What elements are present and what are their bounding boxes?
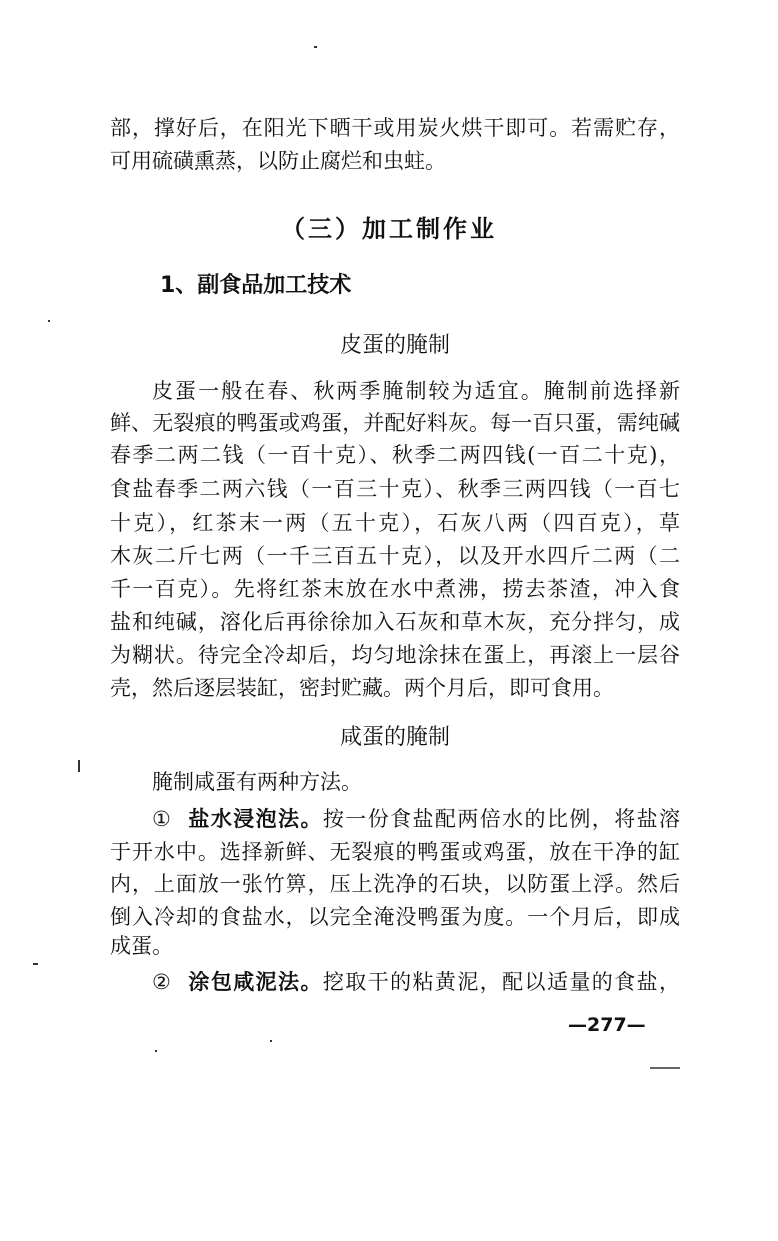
paragraph-line: 十克），红茶末一两（五十克），石灰八两（四百克），草 (110, 511, 680, 535)
paragraph-line: 可用硫磺熏蒸，以防止腐烂和虫蛀。 (110, 149, 446, 173)
method-text: 按一份食盐配两倍水的比例，将盐溶 (322, 807, 680, 831)
method-marker: ② (152, 970, 173, 994)
scan-speck (155, 1050, 157, 1052)
paragraph-line: 壳，然后逐层装缸，密封贮藏。两个月后，即可食用。 (110, 676, 614, 700)
scan-speck (270, 1040, 272, 1042)
section-title: （三）加工制作业 (281, 215, 497, 243)
paragraph-line: 千一百克）。先将红茶末放在水中煮沸，捞去茶渣，冲入食 (110, 577, 680, 601)
paragraph-line: 部，撑好后，在阳光下晒干或用炭火烘干即可。若需贮存， (110, 116, 680, 140)
item-title-pidan: 皮蛋的腌制 (339, 333, 450, 358)
paragraph-line: 盐和纯碱，溶化后再徐徐加入石灰和草木灰，充分拌匀，成 (110, 610, 680, 634)
paragraph-line: 倒入冷却的食盐水，以完全淹没鸭蛋为度。一个月后，即成 (110, 905, 680, 929)
item-title-xiandan: 咸蛋的腌制 (339, 725, 450, 750)
scan-speck (48, 320, 50, 322)
paragraph-line: 春季二两二钱（一百十克）、秋季二两四钱(一百二十克)， (110, 443, 680, 467)
method-line (152, 966, 680, 998)
method-line (152, 803, 680, 835)
paragraph-line: 食盐春季二两六钱（一百三十克）、秋季三两四钱（一百七 (110, 477, 680, 501)
paragraph-line: 腌制咸蛋有两种方法。 (152, 770, 362, 794)
paragraph-line: 皮蛋一般在春、秋两季腌制较为适宜。腌制前选择新 (152, 379, 680, 403)
scan-speck (33, 963, 38, 965)
paragraph-line: 成蛋。 (110, 934, 173, 958)
paragraph-line: 于开水中。选择新鲜、无裂痕的鸭蛋或鸡蛋，放在干净的缸 (110, 840, 680, 864)
paragraph-line: 木灰二斤七两（一千三百五十克），以及开水四斤二两（二 (110, 544, 680, 568)
subsection-title: 1、副食品加工技术 (160, 273, 352, 298)
method-marker: ① (152, 807, 173, 831)
method-name: 涂包咸泥法。 (188, 969, 323, 994)
scan-speck (314, 46, 317, 48)
scan-speck (78, 760, 80, 772)
paragraph-line: 鲜、无裂痕的鸭蛋或鸡蛋，并配好料灰。每一百只蛋，需纯碱 (110, 411, 680, 435)
scan-speck (650, 1067, 680, 1069)
paragraph-line: 为糊状。待完全冷却后，均匀地涂抹在蛋上，再滚上一层谷 (110, 643, 680, 667)
method-name: 盐水浸泡法。 (188, 806, 323, 831)
method-text: 挖取干的粘黄泥，配以适量的食盐， (322, 970, 680, 994)
paragraph-line: 内，上面放一张竹箅，压上洗净的石块，以防蛋上浮。然后 (110, 872, 680, 896)
page-number: —277— (568, 1014, 646, 1036)
